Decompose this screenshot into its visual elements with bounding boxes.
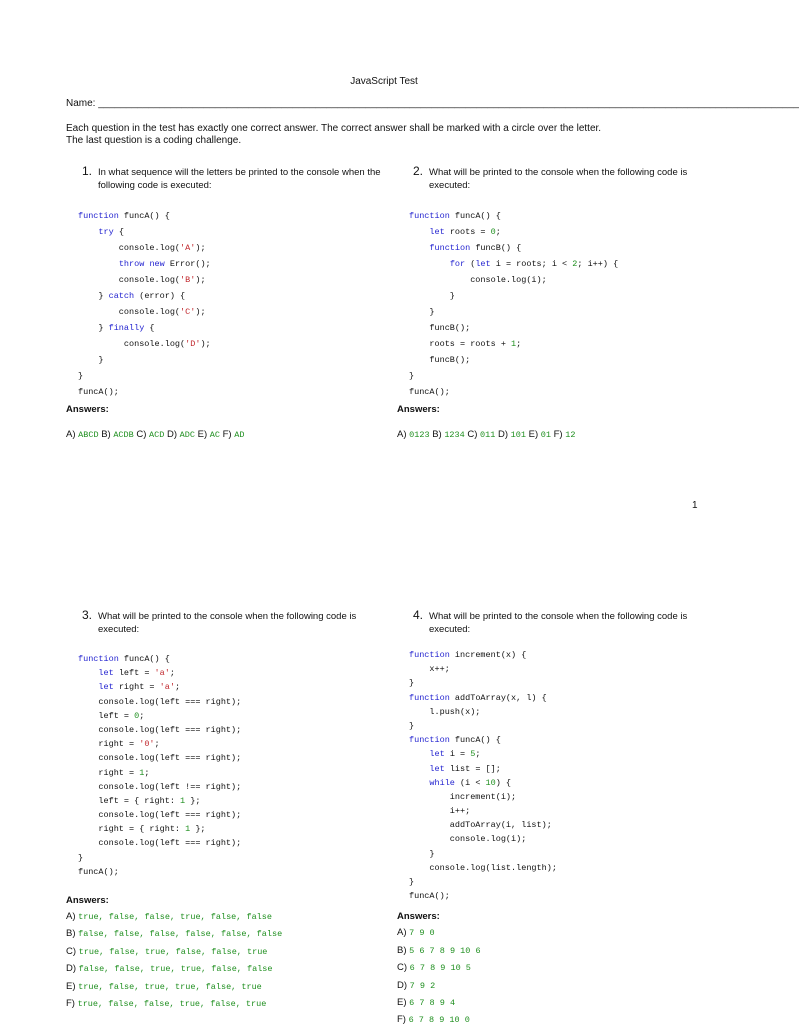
answer-option: true, false, true, false, false, true <box>78 946 268 957</box>
code-line <box>409 304 717 320</box>
answer-item <box>397 994 717 1011</box>
code-token: let <box>429 749 445 760</box>
question-2 <box>397 166 717 440</box>
instructions-line: Each question in the test has exactly one correct answer. The correct answer shall be marked with a circle over the letter. <box>66 123 602 134</box>
code-token <box>78 259 119 269</box>
code-line <box>409 352 717 368</box>
code-token: } <box>409 371 415 381</box>
code-token: } <box>78 852 84 863</box>
code-token <box>409 259 450 269</box>
answer-item <box>66 995 386 1012</box>
page-number: 1 <box>692 500 698 511</box>
code-line <box>78 256 386 272</box>
code-line <box>409 288 717 304</box>
question-number: 2. <box>413 164 424 178</box>
code-token: funcB(); <box>409 355 471 365</box>
answer-option: ACDB <box>113 430 134 440</box>
answer-item <box>66 925 386 942</box>
code-line <box>78 780 386 794</box>
code-line <box>409 336 717 352</box>
answer-option: 12 <box>565 430 576 440</box>
code-token: ; <box>169 668 175 679</box>
answer-option: 011 <box>480 430 496 440</box>
answer-item <box>66 960 386 977</box>
question-header <box>66 610 386 636</box>
code-line <box>409 733 717 747</box>
code-token: i++; <box>409 806 471 817</box>
code-token: right = <box>78 767 140 778</box>
code-token: ; <box>154 739 160 750</box>
code-line <box>409 648 717 662</box>
code-token: } <box>409 678 415 689</box>
answer-letter: A) <box>66 429 76 440</box>
code-line <box>409 804 717 818</box>
code-line <box>78 695 386 709</box>
code-token: funcB(); <box>409 323 471 333</box>
code-token: 'C' <box>180 307 196 317</box>
question-number: 3. <box>82 608 93 622</box>
answer-letter: E) <box>397 996 407 1008</box>
answer-option: 7 9 2 <box>409 980 436 991</box>
code-line <box>78 666 386 680</box>
answer-letter: D) <box>397 979 408 991</box>
code-token: funcA(); <box>409 387 450 397</box>
page-break <box>0 528 768 548</box>
code-token: console.log(left === right); <box>78 838 242 849</box>
code-line <box>78 224 386 240</box>
code-line <box>409 208 717 224</box>
answer-letter: E) <box>197 429 208 440</box>
code-token: x++; <box>409 664 450 675</box>
code-token: 1 <box>511 339 517 349</box>
code-token: function <box>429 243 471 253</box>
code-line <box>78 208 386 224</box>
code-token: addToArray(i, list); <box>409 820 552 831</box>
code-token: left = <box>113 668 155 679</box>
answer-item <box>66 978 386 995</box>
code-token: function <box>409 692 450 703</box>
answer-letter: B) <box>66 928 76 940</box>
answer-option: 6 7 8 9 10 0 <box>408 1015 470 1026</box>
answer-item <box>397 1011 717 1028</box>
answer-letter: C) <box>467 429 478 440</box>
answer-letter: B) <box>432 429 442 440</box>
answer-letter: C) <box>136 429 147 440</box>
answer-option: true, false, false, true, false, true <box>77 998 267 1009</box>
code-token: console.log(left === right); <box>78 724 242 735</box>
code-block <box>409 208 717 400</box>
answers-list <box>66 908 386 1012</box>
code-line <box>78 751 386 765</box>
code-line <box>409 676 717 690</box>
code-token: finally <box>108 323 145 333</box>
answer-item <box>397 942 717 959</box>
code-token: ; <box>144 767 150 778</box>
answer-item <box>66 908 386 925</box>
code-token: funcA() { <box>118 211 170 221</box>
answer-option: 101 <box>510 430 526 440</box>
question-text: What will be printed to the console when the following code is executed: <box>429 611 688 635</box>
code-token: funcA() { <box>449 735 501 746</box>
code-token: 1 <box>180 795 186 806</box>
code-token <box>409 764 429 774</box>
answer-option: 1234 <box>444 430 465 440</box>
code-token: let <box>429 763 445 774</box>
question-header <box>66 166 386 192</box>
code-token: 10 <box>485 777 496 788</box>
answer-letter: D) <box>498 429 509 440</box>
code-token: 1 <box>139 767 145 778</box>
code-token: try <box>98 227 114 237</box>
code-token: left = { right: <box>78 795 181 806</box>
answer-letter: F) <box>222 429 232 440</box>
code-token: { <box>113 227 124 237</box>
code-line <box>409 705 717 719</box>
answer-letter: D) <box>167 429 178 440</box>
code-token: Error(); <box>164 259 211 269</box>
code-line <box>409 240 717 256</box>
code-token: { <box>144 323 155 333</box>
code-block <box>78 208 386 400</box>
answer-letter: D) <box>66 963 77 975</box>
code-line <box>409 776 717 790</box>
answers-label: Answers: <box>397 911 440 923</box>
code-token: 2 <box>572 259 578 269</box>
answer-item <box>397 977 717 994</box>
code-line <box>78 336 386 352</box>
code-line <box>409 762 717 776</box>
code-block <box>409 648 717 903</box>
code-line <box>409 747 717 761</box>
answer-option: ADC <box>179 430 195 440</box>
code-token: let <box>98 668 114 679</box>
code-block <box>78 652 386 879</box>
code-line <box>409 818 717 832</box>
code-token: 'B' <box>180 275 196 285</box>
code-line <box>409 224 717 240</box>
code-line <box>78 288 386 304</box>
code-token: roots = <box>444 227 491 237</box>
answer-letter: A) <box>397 429 407 440</box>
code-token: 'a' <box>159 682 175 693</box>
code-token <box>78 668 98 678</box>
code-token: 'A' <box>180 243 196 253</box>
code-line <box>78 272 386 288</box>
answer-option: AD <box>234 430 245 440</box>
page-2 <box>0 548 768 1024</box>
answer-item <box>397 959 717 976</box>
code-line <box>409 691 717 705</box>
code-line <box>78 808 386 822</box>
answer-letter: B) <box>101 429 111 440</box>
code-token: ; <box>495 227 501 237</box>
answer-option: false, false, false, false, false, false <box>78 929 283 940</box>
code-line <box>78 320 386 336</box>
question-3 <box>66 610 386 1012</box>
code-line <box>409 272 717 288</box>
code-token <box>409 243 429 253</box>
answer-option: AC <box>209 430 220 440</box>
code-token: for <box>449 259 466 269</box>
code-token: } <box>409 720 415 731</box>
answer-letter: F) <box>553 429 563 440</box>
code-token: ; <box>139 710 145 721</box>
question-text: What will be printed to the console when the following code is executed: <box>98 611 357 635</box>
code-token: } <box>78 323 109 333</box>
code-token: console.log( <box>78 243 181 253</box>
code-token: while <box>429 777 455 788</box>
answers-row <box>66 429 386 440</box>
code-token: right = <box>78 739 140 750</box>
answer-option: 7 9 0 <box>409 928 435 939</box>
code-token: console.log(list.length); <box>409 862 557 873</box>
code-token: console.log(left === right); <box>78 810 242 821</box>
code-line <box>409 320 717 336</box>
code-line <box>78 836 386 850</box>
answers-label: Answers: <box>66 895 109 906</box>
answer-option: ACD <box>149 430 165 440</box>
answer-letter: E) <box>66 980 76 992</box>
code-token: ); <box>195 307 206 317</box>
code-token: } <box>78 355 104 365</box>
code-token: }; <box>190 824 206 835</box>
question-text: In what sequence will the letters be printed to the console when the following code is executed: <box>98 167 381 191</box>
code-token: }; <box>185 795 201 806</box>
answer-letter: B) <box>397 944 407 956</box>
answer-letter: C) <box>66 945 77 957</box>
code-line <box>409 368 717 384</box>
question-1 <box>66 166 386 440</box>
instructions <box>66 123 706 147</box>
document-title: JavaScript Test <box>350 76 418 87</box>
code-token: ( <box>465 259 476 269</box>
code-token: funcA() { <box>118 654 170 664</box>
code-token: 'a' <box>154 668 170 679</box>
code-token: console.log(i); <box>409 275 547 285</box>
code-line <box>78 709 386 723</box>
answers-row <box>397 429 717 440</box>
answer-option: ABCD <box>78 430 99 440</box>
code-token: ; <box>174 682 181 693</box>
code-token: 'D' <box>185 339 201 349</box>
code-token: funcA(); <box>409 891 450 902</box>
code-token: console.log( <box>78 275 181 285</box>
code-token: console.log(i); <box>409 834 527 845</box>
answer-letter: E) <box>528 429 539 440</box>
code-token: console.log(left === right); <box>78 753 242 764</box>
code-line <box>409 662 717 676</box>
code-token: 0 <box>490 227 496 237</box>
code-token: increment(i); <box>409 791 517 802</box>
code-token: } <box>78 371 84 381</box>
answer-item <box>397 924 717 941</box>
code-token: } <box>409 291 455 301</box>
code-token: right = <box>113 682 160 693</box>
code-token: ; i++) { <box>577 259 619 269</box>
code-line <box>78 368 386 384</box>
code-token: 0 <box>134 710 140 721</box>
code-token: funcA(); <box>78 866 119 877</box>
code-line <box>409 256 717 272</box>
code-token: new <box>149 259 165 269</box>
code-token: (error) { <box>134 291 186 301</box>
code-token: i = roots; i < <box>490 259 573 269</box>
code-line <box>409 790 717 804</box>
question-4 <box>397 610 717 1029</box>
code-line <box>78 851 386 865</box>
code-token: ; <box>475 749 481 760</box>
code-token <box>78 227 98 237</box>
code-token: ) { <box>495 777 512 788</box>
code-line <box>78 737 386 751</box>
question-number: 4. <box>413 608 424 622</box>
code-token: } <box>78 291 109 301</box>
question-number: 1. <box>82 164 93 178</box>
answer-option: true, false, true, true, false, true <box>78 981 262 992</box>
code-token <box>409 778 429 788</box>
code-token: ); <box>195 243 206 253</box>
code-line <box>78 723 386 737</box>
answers-list <box>397 924 717 1028</box>
code-token: console.log(left === right); <box>78 696 242 707</box>
code-token: throw <box>118 259 145 269</box>
code-line <box>78 240 386 256</box>
code-token: catch <box>108 291 135 301</box>
code-line <box>78 865 386 879</box>
code-token <box>78 682 98 692</box>
answer-letter: F) <box>397 1014 406 1026</box>
code-token: i = <box>444 749 471 760</box>
code-line <box>409 861 717 875</box>
answer-option: 6 7 8 9 4 <box>409 997 456 1008</box>
answers-label: Answers: <box>397 404 440 415</box>
code-token: let <box>98 682 114 693</box>
answer-letter: A) <box>66 911 76 922</box>
answers-label: Answers: <box>66 404 109 415</box>
code-token: list = []; <box>444 763 501 774</box>
code-token: l.push(x); <box>409 706 481 717</box>
code-token: let <box>429 227 445 237</box>
answer-letter: A) <box>397 927 407 939</box>
code-token: increment(x) { <box>449 650 527 660</box>
code-line <box>409 832 717 846</box>
code-token: function <box>78 211 119 221</box>
code-line <box>409 847 717 861</box>
code-token: } <box>409 877 415 887</box>
code-token: console.log(left !== right); <box>78 781 242 792</box>
code-token: right = { right: <box>78 824 186 835</box>
code-token: funcA() { <box>449 211 501 221</box>
code-token: '0' <box>139 739 155 750</box>
answer-letter: F) <box>66 997 75 1009</box>
answer-option: 6 7 8 9 10 5 <box>409 963 471 974</box>
code-token: console.log( <box>78 339 186 349</box>
code-line <box>78 384 386 400</box>
code-token: ; <box>516 339 522 349</box>
code-token: addToArray(x, l) { <box>449 692 547 703</box>
answer-option: 5 6 7 8 9 10 6 <box>409 945 481 956</box>
code-token: console.log( <box>78 307 181 317</box>
code-token <box>409 749 429 759</box>
instructions-line: The last question is a coding challenge. <box>66 135 242 146</box>
answer-option: false, false, true, true, false, false <box>78 964 273 975</box>
code-token: left = <box>78 710 135 721</box>
code-token: function <box>409 650 450 660</box>
code-line <box>78 766 386 780</box>
code-line <box>409 875 717 889</box>
answer-item <box>66 943 386 960</box>
answer-option: 01 <box>540 430 551 440</box>
code-line <box>78 352 386 368</box>
code-token: function <box>409 735 450 746</box>
code-line <box>78 794 386 808</box>
code-token: ); <box>200 339 211 349</box>
code-line <box>78 822 386 836</box>
answer-option: 0123 <box>409 430 430 440</box>
answer-option: true, false, false, true, false, false <box>78 912 272 922</box>
answer-letter: C) <box>397 962 408 974</box>
code-token: function <box>409 211 450 221</box>
code-token: roots = roots + <box>409 339 512 349</box>
code-token: funcB() { <box>470 243 522 253</box>
question-text: What will be printed to the console when the following code is executed: <box>429 167 688 191</box>
code-token: } <box>409 307 435 317</box>
code-line <box>78 304 386 320</box>
name-field: Name: ______________________________________________________________________________________________________________________________ <box>66 98 799 109</box>
code-line <box>78 680 386 694</box>
code-token: } <box>409 848 435 859</box>
code-line <box>78 652 386 666</box>
code-line <box>409 719 717 733</box>
code-token: ); <box>195 275 206 285</box>
code-token <box>409 227 429 237</box>
code-token: funcA(); <box>78 387 119 397</box>
code-token: function <box>78 654 119 664</box>
code-token: (i < <box>454 777 486 788</box>
question-header <box>397 166 717 192</box>
code-token: 1 <box>185 824 191 835</box>
code-line <box>409 889 717 903</box>
code-line <box>409 384 717 400</box>
code-token: let <box>475 259 491 269</box>
code-token: 5 <box>470 749 476 760</box>
question-header <box>397 610 717 636</box>
